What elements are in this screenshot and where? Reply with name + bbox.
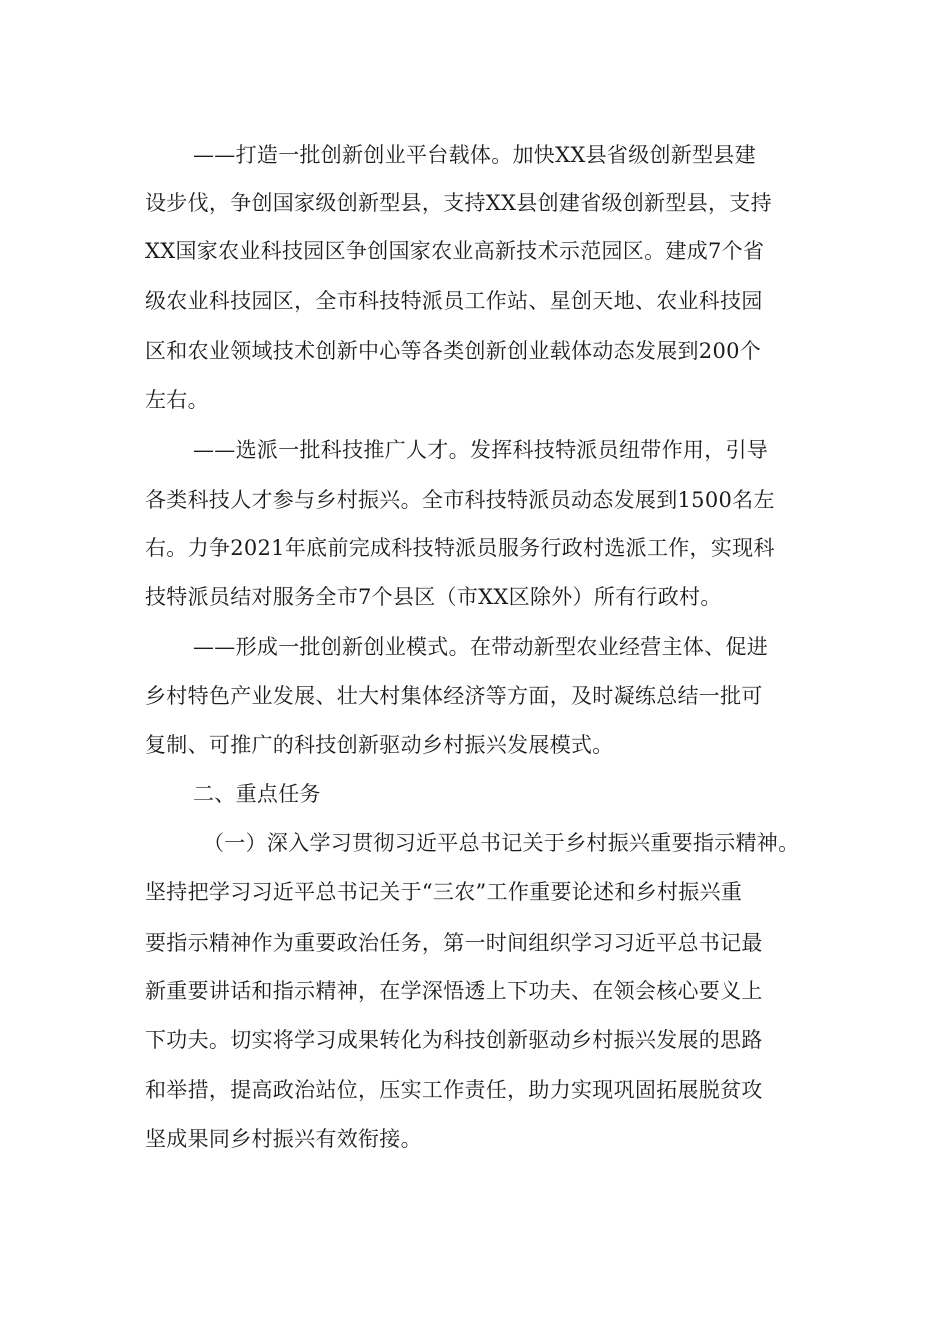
- text-line: ——选派一批科技推广人才。发挥科技特派员纽带作用，引导: [193, 438, 769, 462]
- text-line: 左右。: [145, 388, 209, 412]
- text-line: 右。力争2021年底前完成科技特派员服务行政村选派工作，实现科: [145, 536, 775, 560]
- text-line: 级农业科技园区，全市科技特派员工作站、星创天地、农业科技园: [145, 289, 763, 313]
- text-line: 技特派员结对服务全市7个县区（市XX区除外）所有行政村。: [145, 585, 722, 609]
- text-line: 坚成果同乡村振兴有效衔接。: [145, 1127, 422, 1151]
- text-line: 区和农业领域技术创新中心等各类创新创业载体动态发展到200个: [145, 339, 762, 363]
- text-line: 要指示精神作为重要政治任务，第一时间组织学习习近平总书记最: [145, 931, 763, 955]
- text-line: 各类科技人才参与乡村振兴。全市科技特派员动态发展到1500名左: [145, 488, 775, 512]
- section-heading: 二、重点任务: [193, 782, 321, 806]
- text-line: 坚持把学习习近平总书记关于“三农”工作重要论述和乡村振兴重: [145, 880, 743, 904]
- text-line: ——形成一批创新创业模式。在带动新型农业经营主体、促进: [193, 635, 769, 659]
- text-line: 下功夫。切实将学习成果转化为科技创新驱动乡村振兴发展的思路: [145, 1028, 763, 1052]
- text-line: 设步伐，争创国家级创新型县，支持XX县创建省级创新型县，支持: [145, 191, 772, 215]
- text-line: 和举措，提高政治站位，压实工作责任，助力实现巩固拓展脱贫攻: [145, 1078, 763, 1102]
- text-line: 复制、可推广的科技创新驱动乡村振兴发展模式。: [145, 733, 614, 757]
- text-line: 新重要讲话和指示精神，在学深悟透上下功夫、在领会核心要义上: [145, 979, 763, 1003]
- subsection-heading: （一）深入学习贯彻习近平总书记关于乡村振兴重要指示精神。: [203, 831, 800, 855]
- text-line: 乡村特色产业发展、壮大村集体经济等方面，及时凝练总结一批可: [145, 684, 763, 708]
- text-line: ——打造一批创新创业平台载体。加快XX县省级创新型县建: [193, 143, 756, 167]
- text-line: XX国家农业科技园区争创国家农业高新技术示范园区。建成7个省: [145, 239, 765, 263]
